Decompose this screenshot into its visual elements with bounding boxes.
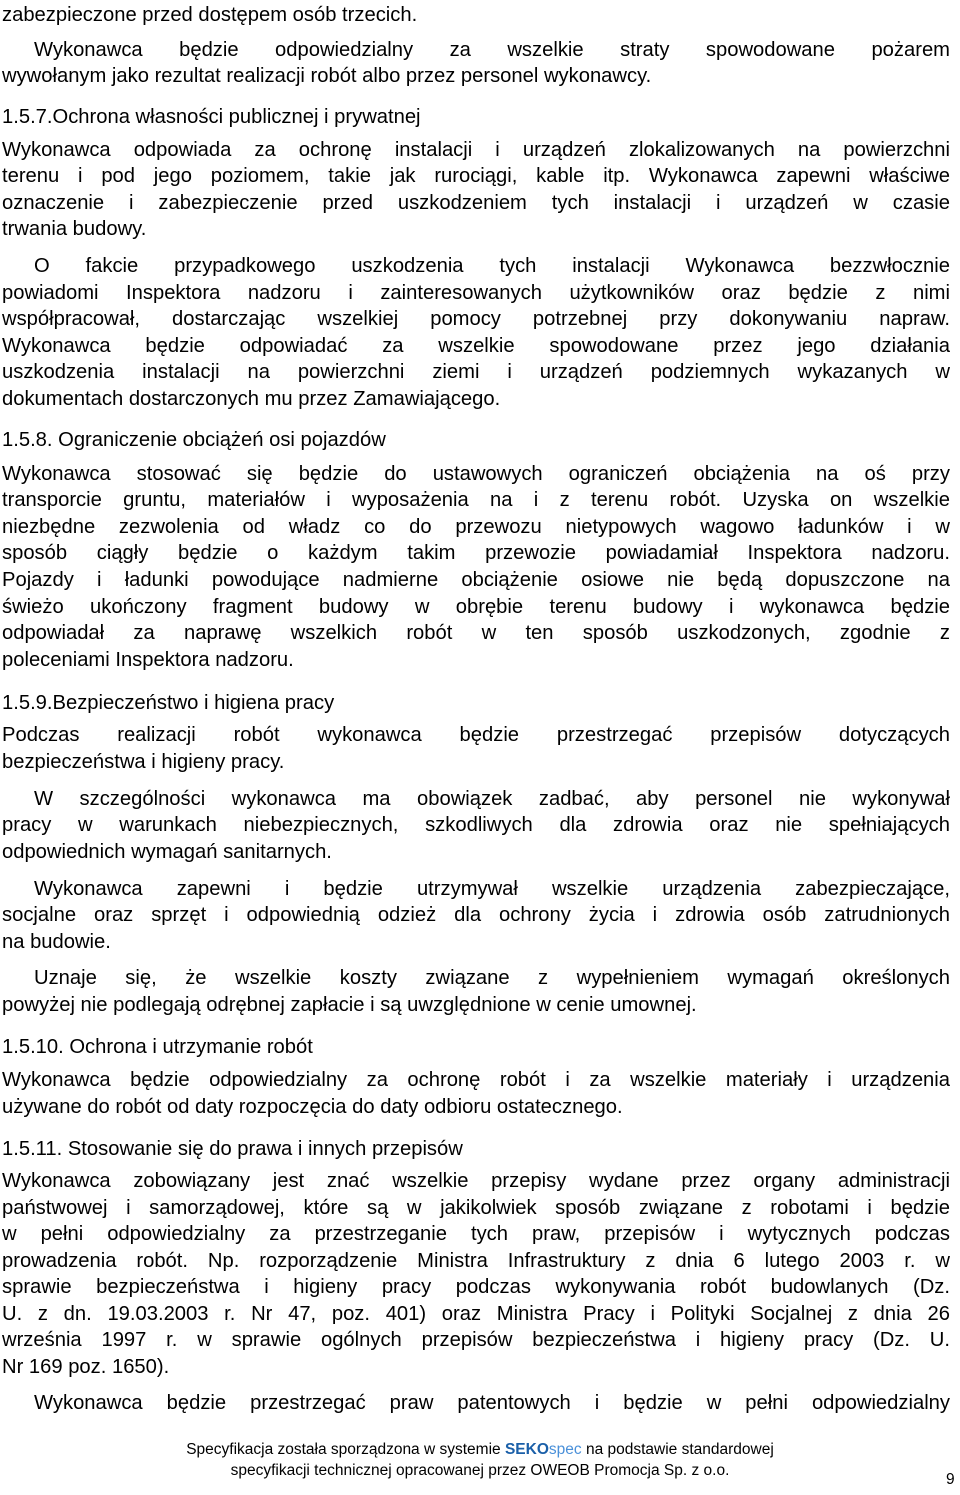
text-line: O fakcie przypadkowego uszkodzenia tych instalacji Wykonawca bezzwłocznie — [34, 255, 950, 277]
brand-logo-seko: SEKO — [504, 1441, 549, 1458]
page-number: 9 — [946, 1471, 955, 1488]
text-line: poleceniami Inspektora nadzoru. — [2, 649, 294, 671]
text-line: oznaczenie i zabezpieczenie przed uszkodzeniem tych instalacji i urządzeń w czasie — [2, 192, 950, 214]
footer-line-2: specyfikacji technicznej opracowanej przez OWEOB Promocja Sp. z o.o. — [230, 1462, 730, 1479]
text-line: zabezpieczone przed dostępem osób trzecich. — [2, 4, 418, 26]
text-line: Wykonawca zapewni i będzie utrzymywał wszelkie urządzenia zabezpieczające, — [34, 878, 950, 900]
footer-line-1 — [0, 1440, 960, 1460]
text-line: odpowiednich wymagań sanitarnych. — [2, 841, 332, 863]
section-heading: 1.5.10. Ochrona i utrzymanie robót — [2, 1036, 313, 1058]
text-line: U. z dn. 19.03.2003 r. Nr 47, poz. 401) oraz Ministra Pracy i Polityki Socjalnej z dnia 26 — [2, 1303, 950, 1325]
text-line: uszkodzenia instalacji na powierzchni ziemi i urządzeń podziemnych wykazanych w — [2, 361, 950, 383]
text-line: Wykonawca stosować się będzie do ustawowych ograniczeń obciążenia na oś przy — [2, 463, 950, 485]
text-line: dokumentach dostarczonych mu przez Zamawiającego. — [2, 388, 501, 410]
text-line: Nr 169 poz. 1650). — [2, 1356, 170, 1378]
section-heading: 1.5.7.Ochrona własności publicznej i prywatnej — [2, 106, 421, 128]
section-heading: 1.5.9.Bezpieczeństwo i higiena pracy — [2, 692, 335, 714]
text-line: Wykonawca odpowiada za ochronę instalacji i urządzeń zlokalizowanych na powierzchni — [2, 139, 950, 161]
footer-text: Specyfikacja została sporządzona w systemie — [186, 1441, 505, 1458]
text-line: współpracował, dostarczając wszelkiej pomocy potrzebnej przy dokonywaniu napraw. — [2, 308, 950, 330]
text-line: w pełni odpowiedzialny za przestrzeganie tych praw, przepisów i wytycznych podczas — [2, 1223, 950, 1245]
text-line: odpowiadał za naprawę wszelkich robót w ten sposób uszkodzonych, zgodnie z — [2, 622, 950, 644]
text-line: Wykonawca będzie odpowiadać za wszelkie spowodowane przez jego działania — [2, 335, 950, 357]
text-line: września 1997 r. w sprawie ogólnych przepisów bezpieczeństwa i higieny pracy (Dz. U. — [2, 1329, 950, 1351]
text-line: trwania budowy. — [2, 218, 147, 240]
text-line: powiadomi Inspektora nadzoru i zainteresowanych użytkowników oraz będzie z nimi — [2, 282, 950, 304]
text-line: transporcie gruntu, materiałów i wyposażenia na i z terenu robót. Uzyska on wszelkie — [2, 489, 950, 511]
text-line: państwowej i samorządowej, które są w jakikolwiek sposób związane z robotami i będzie — [2, 1197, 950, 1219]
text-line: używane do robót od daty rozpoczęcia do daty odbioru ostatecznego. — [2, 1096, 623, 1118]
text-line: Wykonawca będzie odpowiedzialny za ochronę robót i za wszelkie materiały i urządzenia — [2, 1069, 950, 1091]
text-line: W szczególności wykonawca ma obowiązek zadbać, aby personel nie wykonywał — [34, 788, 950, 810]
text-line: Wykonawca zobowiązany jest znać wszelkie przepisy wydane przez organy administracji — [2, 1170, 950, 1192]
text-line: na budowie. — [2, 931, 111, 953]
text-line: Uznaje się, że wszelkie koszty związane z wypełnieniem wymagań określonych — [34, 967, 950, 989]
text-line: wywołanym jako rezultat realizacji robót albo przez personel wykonawcy. — [2, 65, 652, 87]
text-line: socjalne oraz sprzęt i odpowiednią odzież dla ochrony życia i zdrowia osób zatrudnionych — [2, 904, 950, 926]
footer-text: na podstawie standardowej — [581, 1441, 774, 1458]
text-line: bezpieczeństwa i higieny pracy. — [2, 751, 285, 773]
text-line: świeżo ukończony fragment budowy w obrębie terenu budowy i wykonawca będzie — [2, 596, 950, 618]
text-line: Wykonawca będzie odpowiedzialny za wszelkie straty spowodowane pożarem — [34, 39, 950, 61]
text-line: sprawie bezpieczeństwa i higieny pracy podczas wykonywania robót budowlanych (Dz. — [2, 1276, 950, 1298]
text-line: Podczas realizacji robót wykonawca będzie przestrzegać przepisów dotyczących — [2, 724, 950, 746]
section-heading: 1.5.11. Stosowanie się do prawa i innych przepisów — [2, 1138, 463, 1160]
text-line: prowadzenia robót. Np. rozporządzenie Ministra Infrastruktury z dnia 6 lutego 2003 r. w — [2, 1250, 950, 1272]
text-line: powyżej nie podlegają odrębnej zapłacie i są uwzględnione w cenie umownej. — [2, 994, 697, 1016]
text-line: sposób ciągły będzie o każdym takim przewozie powiadamiał Inspektora nadzoru. — [2, 542, 950, 564]
brand-logo-spec: spec — [548, 1441, 582, 1458]
text-line: terenu i pod jego poziomem, takie jak rurociągi, kable itp. Wykonawca zapewni właściwe — [2, 165, 950, 187]
text-line: niezbędne zezwolenia od władz co do przewozu nietypowych wagowo ładunków i w — [2, 516, 950, 538]
text-line: Wykonawca będzie przestrzegać praw patentowych i będzie w pełni odpowiedzialny — [34, 1392, 950, 1414]
section-heading: 1.5.8. Ograniczenie obciążeń osi pojazdów — [2, 429, 386, 451]
text-line: pracy w warunkach niebezpiecznych, szkodliwych dla zdrowia oraz nie spełniających — [2, 814, 950, 836]
text-line: Pojazdy i ładunki powodujące nadmierne obciążenie osiowe nie będą dopuszczone na — [2, 569, 950, 591]
